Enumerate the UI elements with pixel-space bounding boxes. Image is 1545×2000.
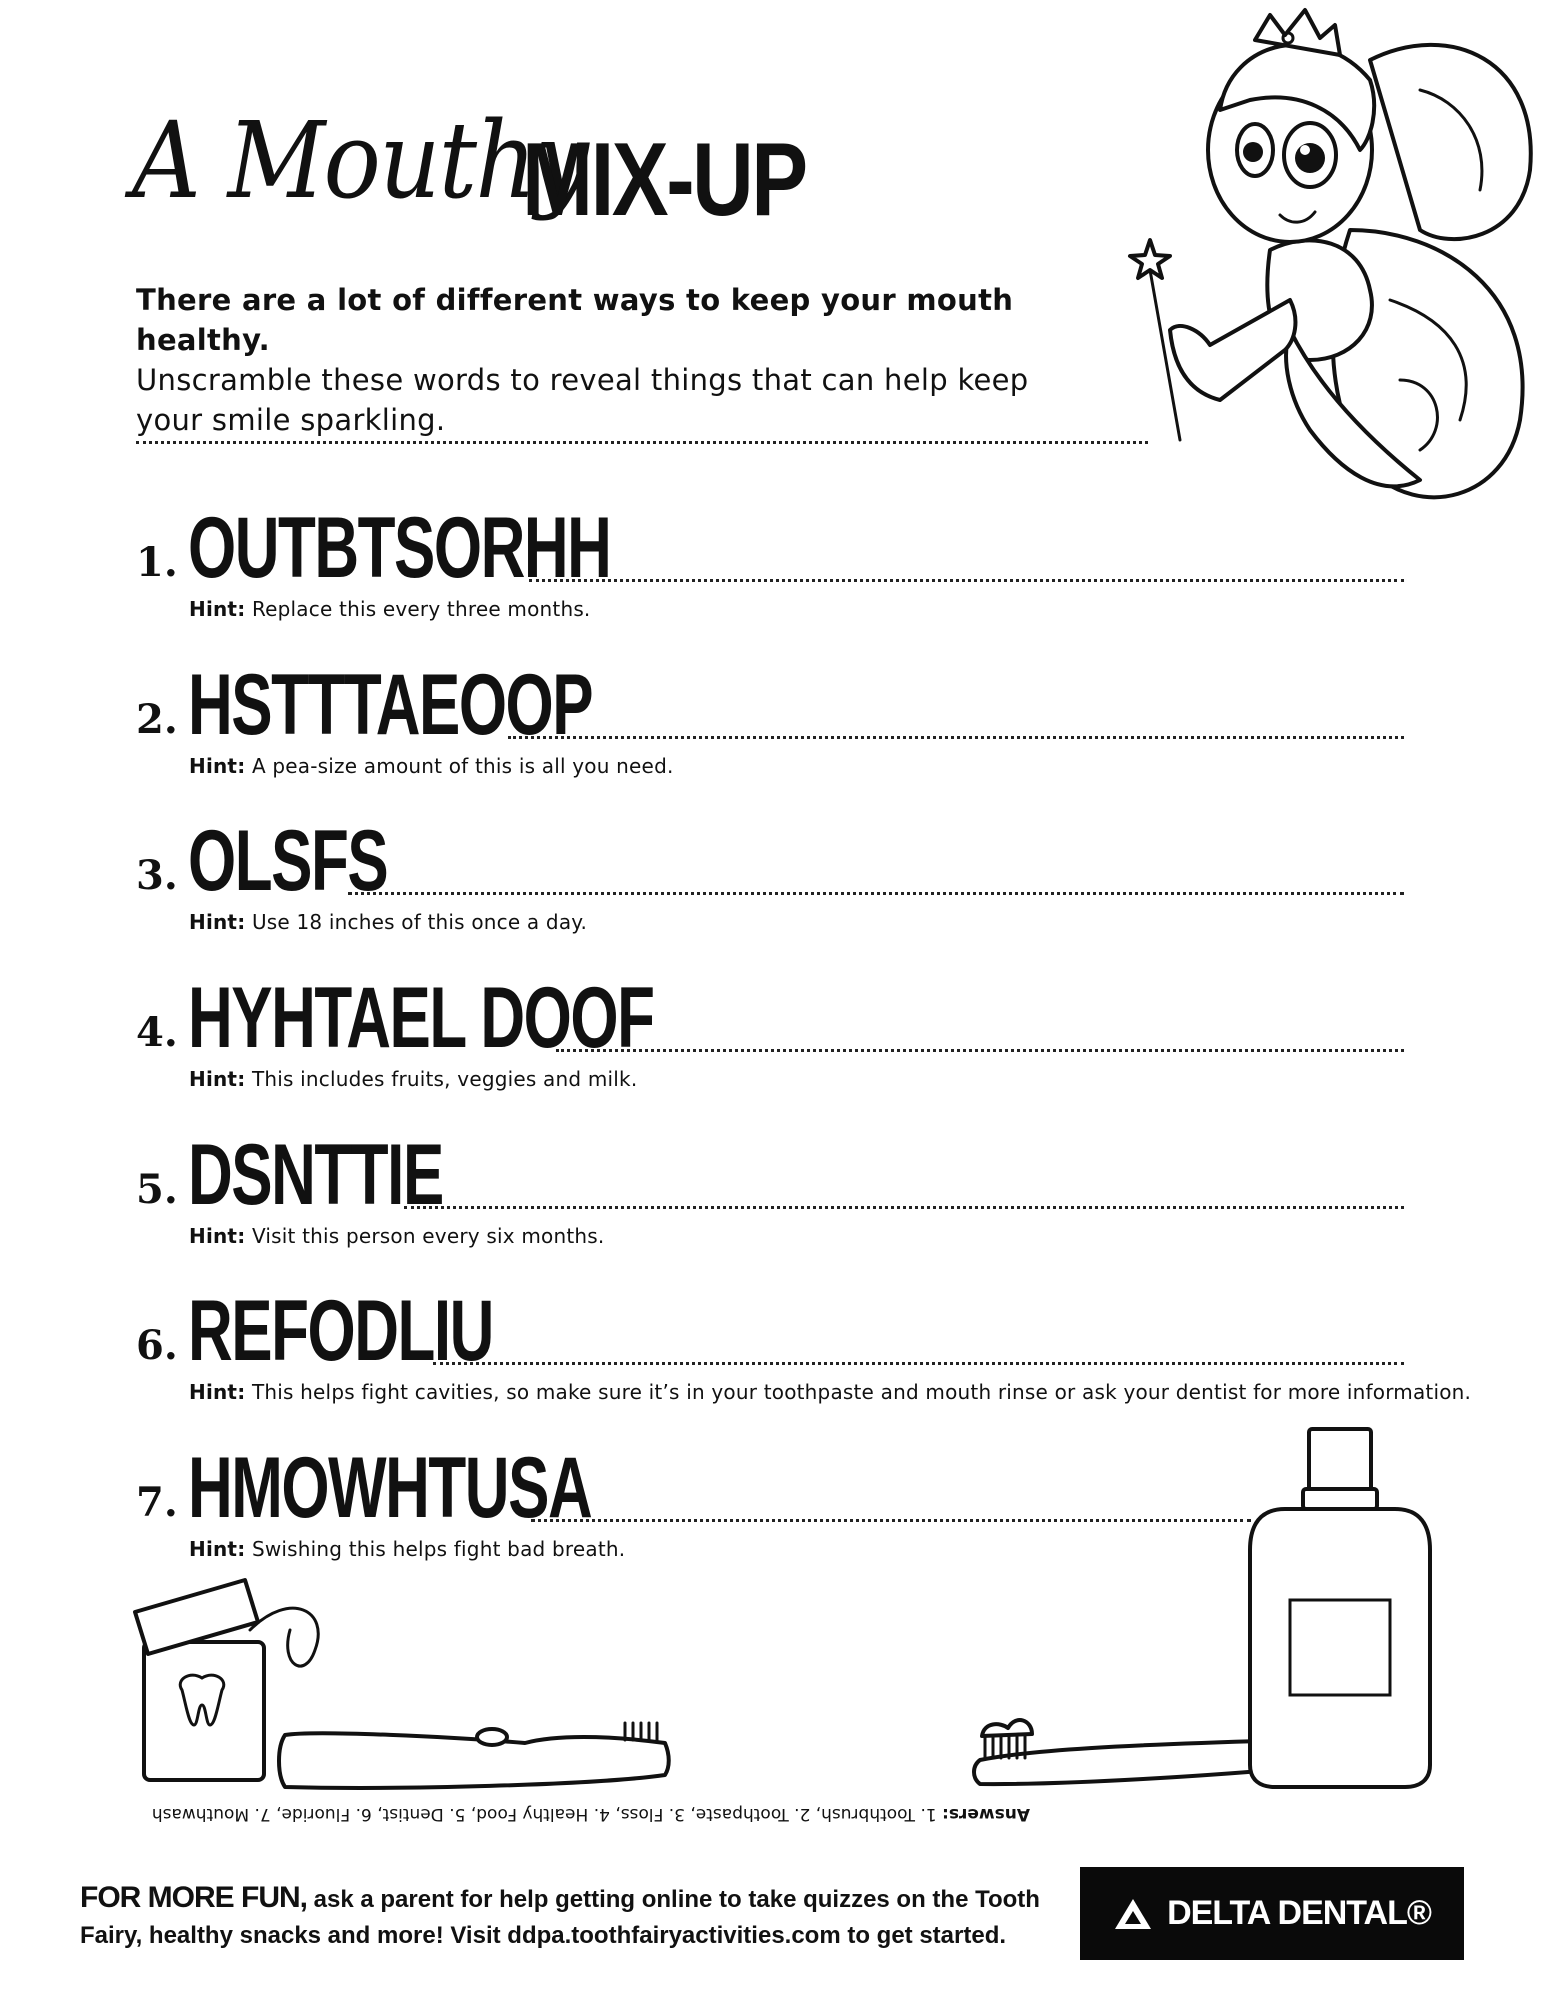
delta-dental-logo (1080, 1867, 1464, 1960)
hint: Hint: Use 18 inches of this once a day. (189, 910, 588, 934)
hint: Hint: Visit this person every six months. (189, 1224, 605, 1248)
toothbrush-illustration (275, 1705, 675, 1795)
scrambled-word: DSNTTIE (188, 1127, 443, 1223)
intro-body: Unscramble these words to reveal things that can help keep your smile sparkling. (136, 363, 1029, 437)
logo-text: DELTA DENTAL® (1167, 1894, 1431, 1932)
item-number: 4. (136, 1009, 178, 1056)
footer-body: ask a parent for help getting online to take quizzes on the Tooth Fairy, healthy snacks and more! Visit ddpa.toothfairyactivities.com to get started. (80, 1886, 1040, 1949)
mouthwash-bottle-illustration (1245, 1425, 1435, 1795)
answer-line[interactable] (404, 1206, 1404, 1209)
item-number: 5. (136, 1166, 178, 1213)
title-script: A Mouthy (132, 99, 588, 222)
scrambled-word: HYHTAEL DOOF (188, 970, 654, 1066)
item-number: 6. (136, 1322, 178, 1369)
item-number: 3. (136, 852, 178, 899)
title-bold: MIX-UP (522, 122, 806, 238)
answer-line[interactable] (348, 892, 1404, 895)
scrambled-word: OUTBTSORHH (188, 500, 611, 596)
delta-triangle-icon (1113, 1897, 1153, 1931)
tooth-fairy-illustration (1120, 0, 1545, 520)
answer-line[interactable] (508, 736, 1404, 739)
hint: Hint: Replace this every three months. (189, 597, 591, 621)
scrambled-word: OLSFS (188, 813, 388, 909)
item-number: 2. (136, 696, 178, 743)
item-number: 1. (136, 539, 178, 586)
intro-lead: There are a lot of different ways to keep your mouth healthy. (136, 283, 1014, 357)
intro-text (136, 280, 1066, 440)
answer-key: Answers: 1. Toothbrush, 2. Toothpaste, 3. Floss, 4. Healthy Food, 5. Dentist, 6. Fluoride, 7. Mouthwash (151, 1804, 1030, 1824)
answer-line[interactable] (531, 1519, 1251, 1522)
footer-text (80, 1880, 1060, 1954)
answer-line[interactable] (433, 1362, 1404, 1365)
hint: Hint: A pea-size amount of this is all you need. (189, 754, 674, 778)
scrambled-word: HSTTTAEOOP (188, 657, 593, 753)
intro-divider (136, 441, 1148, 444)
answer-line[interactable] (556, 1049, 1404, 1052)
hint: Hint: Swishing this helps fight bad breath. (189, 1537, 626, 1561)
scrambled-word: HMOWHTUSA (188, 1440, 592, 1536)
answer-line[interactable] (529, 579, 1404, 582)
hint: Hint: This helps fight cavities, so make sure it’s in your toothpaste and mouth rinse or ask your dentist for more information. (189, 1380, 1472, 1404)
scrambled-word: REFODLIU (188, 1283, 493, 1379)
item-number: 7. (136, 1479, 178, 1526)
hint: Hint: This includes fruits, veggies and milk. (189, 1067, 638, 1091)
footer-lead: FOR MORE FUN, (80, 1881, 307, 1914)
